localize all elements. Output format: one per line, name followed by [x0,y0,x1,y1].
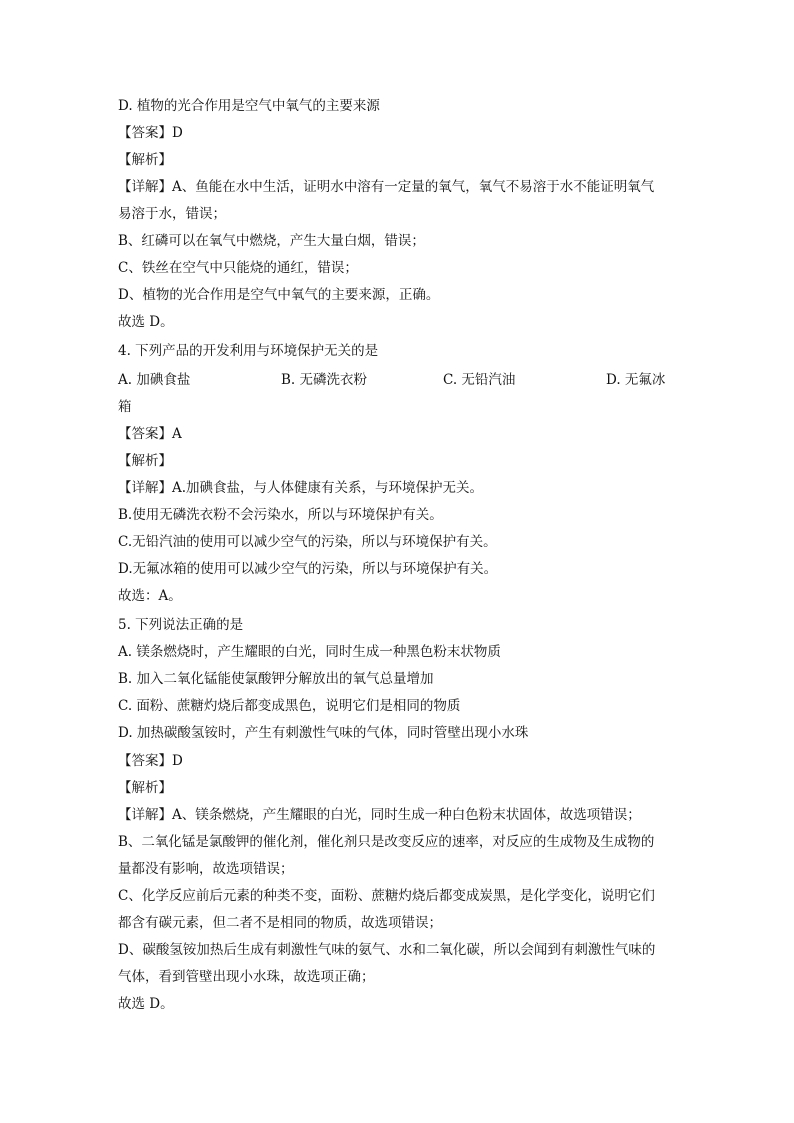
answer-value: D [172,125,183,141]
q5-explanation-c2: 都含有碳元素，但二者不是相同的物质，故选项错误； [118,915,442,931]
q5-explanation-tag: 【详解】 [118,807,172,823]
explanation-line [118,177,654,197]
q4-answer-tag: 【答案】 [118,426,172,442]
q4-explanation-line [118,478,483,498]
q5-explanation-b1: B、二氧化锰是氯酸钾的催化剂，催化剂只是改变反应的速率，对反应的生成物及生成物的 [118,834,655,850]
q4-option-b: B. 无磷洗衣粉 [281,372,368,388]
explanation-c: C、铁丝在空气中只能烧的通红，错误； [118,260,358,276]
question-4: 4. 下列产品的开发利用与环境保护无关的是 [118,343,379,359]
q4-option-d: D. 无氟冰 [606,372,666,388]
q4-option-a: A. 加碘食盐 [118,372,191,388]
answer-tag: 【答案】 [118,125,172,141]
q4-option-c: C. 无铅汽油 [443,372,516,388]
q4-option-d-cont: 箱 [118,399,132,415]
q5-option-a: A. 镁条燃烧时，产生耀眼的白光，同时生成一种黑色粉末状物质 [118,644,501,660]
q5-selection: 故选 D。 [118,996,174,1012]
question-5: 5. 下列说法正确的是 [118,617,244,633]
q4-answer-value: A [172,426,182,442]
explanation-d: D、植物的光合作用是空气中氧气的主要来源，正确。 [118,287,440,303]
q5-option-b: B. 加入二氧化锰能使氯酸钾分解放出的氧气总量增加 [118,671,434,687]
q5-answer-tag: 【答案】 [118,753,172,769]
q5-explanation-d2: 气体，看到管壁出现小水珠，故选项正确； [118,969,375,985]
q5-answer-value: D [172,753,183,769]
q4-explanation-b: B.使用无磷洗衣粉不会污染水，所以与环境保护有关。 [118,507,443,523]
q4-explanation-c: C.无铅汽油的使用可以减少空气的污染，所以与环境保护有关。 [118,534,497,550]
selection-line: 故选 D。 [118,314,174,330]
explanation-cont: 易溶于水，错误； [118,206,226,222]
q5-analysis-tag: 【解析】 [118,780,172,796]
q5-answer-line [118,751,183,771]
explanation-tag: 【详解】 [118,179,172,195]
q5-explanation-b2: 量都没有影响，故选项错误； [118,861,294,877]
q5-option-d: D. 加热碳酸氢铵时，产生有刺激性气味的气体，同时管壁出现小水珠 [118,725,529,741]
q5-option-c: C. 面粉、蔗糖灼烧后都变成黑色，说明它们是相同的物质 [118,698,461,714]
q4-answer-line [118,424,182,444]
q4-analysis-tag: 【解析】 [118,453,172,469]
q4-explanation-d: D.无氟冰箱的使用可以减少空气的污染，所以与环境保护有关。 [118,561,498,577]
option-d-text: D. 植物的光合作用是空气中氧气的主要来源 [118,98,380,114]
q5-explanation-line [118,805,641,825]
q4-selection: 故选：A。 [118,588,182,604]
q5-explanation-text: A、镁条燃烧，产生耀眼的白光，同时生成一种白色粉末状固体，故选项错误； [172,807,641,823]
analysis-tag: 【解析】 [118,152,172,168]
explanation-text: A、鱼能在水中生活，证明水中溶有一定量的氧气，氧气不易溶于水不能证明氧气 [172,179,655,195]
q5-explanation-d1: D、碳酸氢铵加热后生成有刺激性气味的氨气、水和二氧化碳，所以会闻到有刺激性气味的 [118,942,656,958]
answer-line [118,123,183,143]
q4-explanation-tag: 【详解】 [118,480,172,496]
q4-explanation-text: A.加碘食盐，与人体健康有关系，与环境保护无关。 [172,480,484,496]
q5-explanation-c1: C、化学反应前后元素的种类不变，面粉、蔗糖灼烧后都变成炭黑，是化学变化，说明它们 [118,888,655,904]
explanation-b: B、红磷可以在氧气中燃烧，产生大量白烟，错误； [118,233,425,249]
